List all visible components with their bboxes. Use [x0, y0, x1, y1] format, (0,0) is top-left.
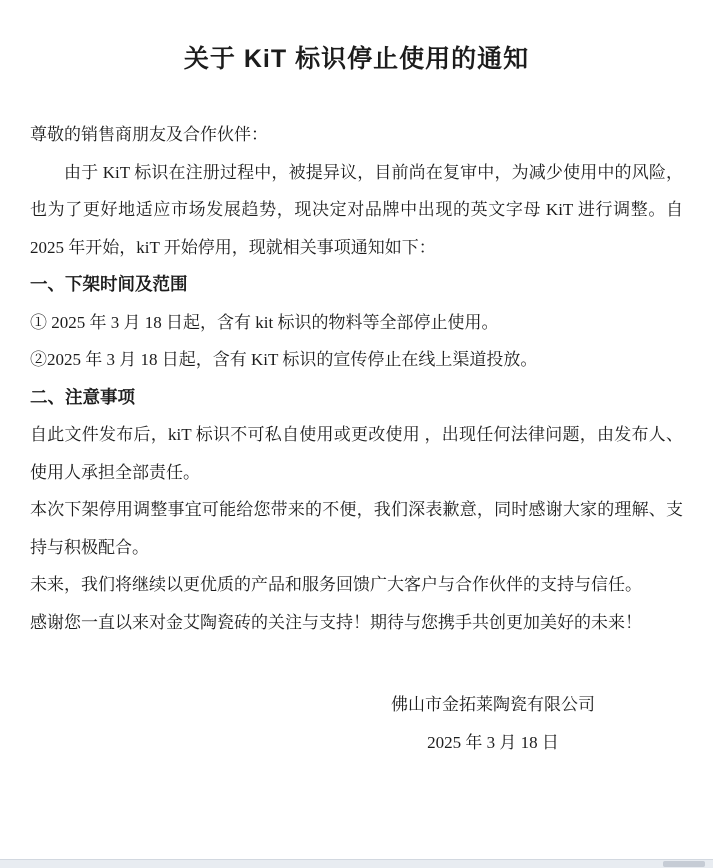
signature-company: 佛山市金拓莱陶瓷有限公司: [391, 695, 595, 714]
notes-paragraph-apology: 本次下架停用调整事宜可能给您带来的不便，我们深表歉意，同时感谢大家的理解、支持与积极配合。: [30, 500, 683, 557]
scrollbar-thumb[interactable]: [663, 861, 705, 867]
signature-block: [363, 686, 623, 761]
notice-body: [30, 116, 683, 761]
takedown-item-1: ① 2025 年 3 月 18 日起，含有 kit 标识的物料等全部停止使用。: [30, 312, 499, 332]
notes-paragraph-future: 未来，我们将继续以更优质的产品和服务回馈广大客户与合作伙伴的支持与信任。: [30, 575, 642, 594]
signature-date: 2025 年 3 月 18 日: [427, 732, 559, 752]
horizontal-scrollbar[interactable]: [0, 859, 713, 868]
greeting: 尊敬的销售商朋友及合作伙伴：: [30, 125, 268, 144]
notes-paragraph-thanks: 感谢您一直以来对金艾陶瓷砖的关注与支持！期待与您携手共创更加美好的未来！: [30, 612, 642, 632]
section-heading-takedown-scope: 一、下架时间及范围: [30, 274, 188, 294]
notes-paragraph-legal: 自此文件发布后，kiT 标识不可私自使用或更改使用 ，出现任何法律问题，由发布人、使用人承担全部责任。: [30, 425, 683, 482]
notice-title: 关于 KiT 标识停止使用的通知: [183, 45, 530, 73]
intro-paragraph: 由于 KiT 标识在注册过程中，被提异议，目前尚在复审中，为减少使用中的风险，也为了更好地适应市场发展趋势，现决定对品牌中出现的英文字母 KiT 进行调整。自 2025 年开始，kiT 开始停用，现就相关事项通知如下：: [30, 162, 683, 257]
section-heading-notes: 二、注意事项: [30, 386, 135, 407]
takedown-item-2: ②2025 年 3 月 18 日起，含有 KiT 标识的宣传停止在线上渠道投放。: [30, 350, 538, 369]
